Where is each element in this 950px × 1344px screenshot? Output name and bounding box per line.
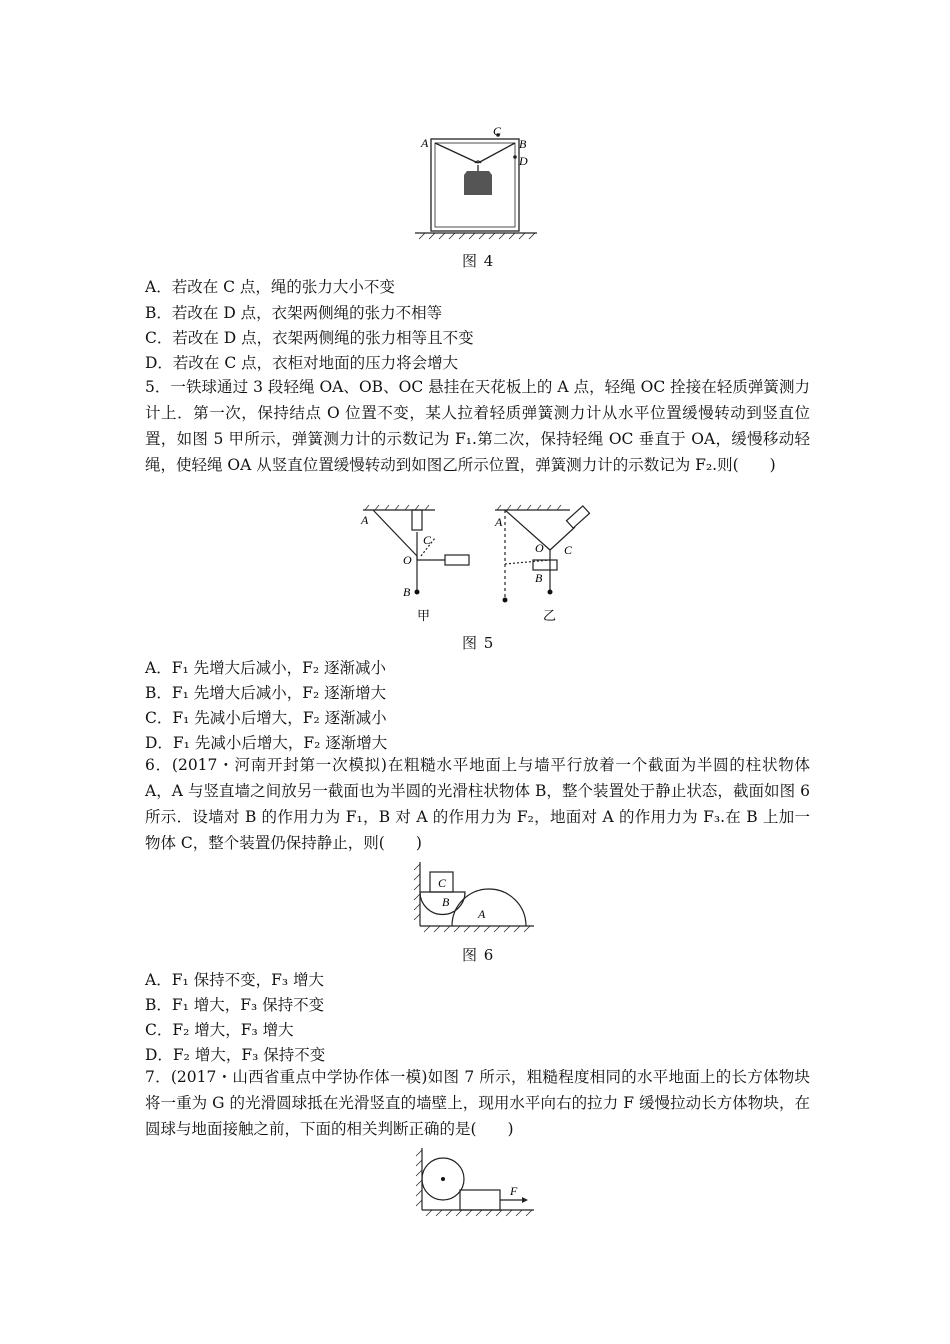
fig5-label-c-right: C: [564, 543, 573, 557]
q5-option-b: B．F₁ 先增大后减小，F₂ 逐渐增大: [145, 684, 387, 702]
figure-6-caption: 图 6: [462, 946, 495, 964]
q7-stem: 7．(2017・山西省重点中学协作体一模)如图 7 所示，粗糙程度相同的水平地面上的长方体物块将一重为 G 的光滑圆球抵在光滑竖直的墙壁上，现用水平向右的拉力 F 缓慢拉动长方体物块，在圆球与地面接触之前，下面的相关判断正确的是( ): [145, 1068, 810, 1138]
fig5-label-c-left: C: [423, 533, 432, 547]
fig7-label-f: F: [510, 1184, 518, 1198]
figure-4-diagram: [415, 125, 540, 241]
q4-option-a: A．若改在 C 点，绳的张力大小不变: [145, 278, 395, 296]
q6-option-d: D．F₂ 增大，F₃ 保持不变: [145, 1046, 326, 1064]
figure-7-diagram: [412, 1146, 537, 1218]
fig5-label-b-left: B: [403, 585, 411, 599]
q4-option-d: D．若改在 C 点，衣柜对地面的压力将会增大: [145, 354, 459, 372]
q4-option-c: C．若改在 D 点，衣架两侧绳的张力相等且不变: [145, 329, 474, 347]
fig5-label-b-right: B: [535, 571, 543, 585]
fig4-label-b: B: [519, 137, 527, 151]
q6-option-b: B．F₁ 增大，F₃ 保持不变: [145, 996, 325, 1014]
q5-stem: 5．一铁球通过 3 段轻绳 OA、OB、OC 悬挂在天花板上的 A 点，轻绳 OC 拴接在轻质弹簧测力计上．第一次，保持结点 O 位置不变，某人拉着轻质弹簧测力计从水平位置缓慢转动到竖直位置，如图 5 甲所示，弹簧测力计的示数记为 F₁.第二次，保持轻绳 OC 垂直于 OA，缓慢移动轻绳，使轻绳 OA 从竖直位置缓慢转动到如图乙所示位置，弹簧测力计的示数记为 F₂.则( ): [145, 378, 810, 474]
q5-option-d: D．F₁ 先减小后增大，F₂ 逐渐增大: [145, 734, 388, 752]
q6-stem: 6．(2017・河南开封第一次模拟)在粗糙水平地面上与墙平行放着一个截面为半圆的柱状物体 A，A 与竖直墙之间放另一截面也为半圆的光滑柱状物体 B，整个装置处于静止状态，截面如图 6 所示．设墙对 B 的作用力为 F₁，B 对 A 的作用力为 F₂，地面对 A 的作用力为 F₃.在 B 上加一物体 C，整个装置仍保持静止，则( ): [145, 756, 810, 852]
figure-5-caption: 图 5: [462, 634, 495, 652]
fig5-label-a-right: A: [495, 515, 503, 529]
fig4-label-d: D: [519, 154, 528, 168]
fig5-label-a-left: A: [361, 513, 369, 527]
fig5-sub-label-left: 甲: [417, 608, 431, 623]
fig6-label-b: B: [442, 895, 450, 909]
hanging-clothes-shape: [464, 171, 492, 195]
q6-option-c: C．F₂ 增大，F₃ 增大: [145, 1021, 294, 1039]
fig5-label-o-left: O: [403, 553, 412, 567]
fig5-label-o-right: O: [535, 541, 544, 555]
figure-6-diagram: [410, 860, 535, 935]
figure-4-caption: 图 4: [462, 252, 495, 270]
fig5-sub-label-right: 乙: [543, 608, 557, 623]
figure-5-diagram: [355, 502, 605, 624]
q5-option-a: A．F₁ 先增大后减小，F₂ 逐渐减小: [145, 659, 386, 677]
fig4-label-c: C: [493, 125, 502, 138]
fig4-label-a: A: [421, 136, 429, 150]
q4-option-b: B．若改在 D 点，衣架两侧绳的张力不相等: [145, 304, 443, 322]
q6-option-a: A．F₁ 保持不变，F₃ 增大: [145, 971, 324, 989]
q5-option-c: C．F₁ 先减小后增大，F₂ 逐渐减小: [145, 709, 387, 727]
fig6-label-c: C: [438, 876, 447, 890]
fig6-label-a: A: [478, 907, 486, 921]
